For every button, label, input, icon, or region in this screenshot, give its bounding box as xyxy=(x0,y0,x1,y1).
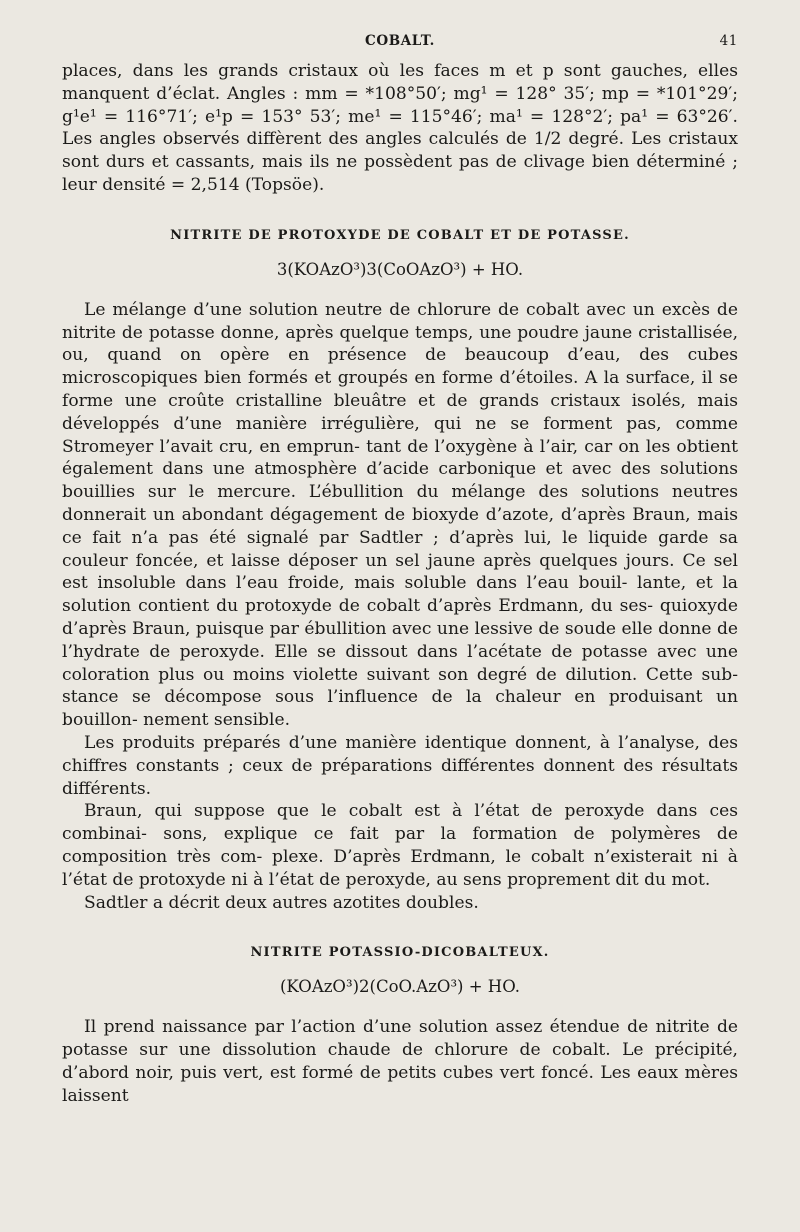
formula-nitrite-potassio: (KOAzO³)2(CoO.AzO³) + HO. xyxy=(279,977,521,997)
running-head xyxy=(60,33,740,53)
paragraph: Sadtler a décrit deux autres azotites doubles. xyxy=(84,892,479,913)
paragraph-continued: places, dans les grands cristaux où les faces m et p sont gauches, elles manquent d’éclat. Angles : mm = *108°50′; mg¹ = 128° 35′; mp = *101°29′; g¹e¹ = 116°71′; e¹p = 153° 53′; me¹ = 115°46′; ma¹ = 128°2′; pa¹ = 63°26′. Les angles observés diffèrent des angles calculés de 1/2 degré. Les cristaux sont durs et cassants, mais ils ne possèdent pas de clivage bien déterminé ; leur densité = 2,514 (Topsöe). xyxy=(62,61,738,195)
section-title-nitrite-protoxyde: NITRITE DE PROTOXYDE DE COBALT ET DE POTASSE. xyxy=(170,227,630,243)
section-title-nitrite-potassio: NITRITE POTASSIO-DICOBALTEUX. xyxy=(250,945,550,961)
page-header-title: COBALT. xyxy=(365,33,435,49)
paragraph: Braun, qui suppose que le cobalt est à l’état de peroxyde dans ces combinai- sons, explique ce fait par la formation de polymères de composition très com- plexe. D’après Erdmann, le cobalt n’existerait ni à l’état de protoxyde ni à l’état de peroxyde, au sens proprement dit du mot. xyxy=(62,801,738,890)
paragraph: Le mélange d’une solution neutre de chlorure de cobalt avec un excès de nitrite de potasse donne, après quelque temps, une poudre jaune cristallisée, ou, quand on opère en présence de beaucoup d’eau, des cubes microscopiques bien formés et groupés en forme d’étoiles. A la surface, il se forme une croûte cristalline bleuâtre et de grands cristaux isolés, mais développés d’une manière irrégulière, qui ne se forment pas, comme Stromeyer l’avait cru, en emprun- tant de l’oxygène à l’air, car on les obtient également dans une atmosphère d’acide carbonique et avec des solutions bouillies sur le mercure. L’ébullition du mélange des solutions neutres donnerait un abondant dégagement de bioxyde d’azote, d’après Braun, mais ce fait n’a pas été signalé par Sadtler ; d’après lui, le liquide garde sa couleur foncée, et laisse déposer un sel jaune après quelques jours. Ce sel est insoluble dans l’eau froide, mais soluble dans l’eau bouil- lante, et la solution contient du protoxyde de cobalt d’après Erdmann, du ses- quioxyde d’après Braun, puisque par ébullition avec une lessive de soude elle donne de l’hydrate de peroxyde. Elle se dissout dans l’acétate de potasse avec une coloration plus ou moins violette suivant son degré de dilution. Cette sub- stance se décompose sous l’influence de la chaleur en produisant un bouillon- nement sensible. xyxy=(62,299,738,731)
page-number: 41 xyxy=(719,33,738,49)
paragraph: Il prend naissance par l’action d’une solution assez étendue de nitrite de potasse sur une dissolution chaude de chlorure de cobalt. Le précipité, d’abord noir, puis vert, est formé de petits cubes vert foncé. Les eaux mères laissent xyxy=(62,1017,738,1106)
formula-nitrite-protoxyde: 3(KOAzO³)3(CoOAzO³) + HO. xyxy=(276,259,524,279)
paragraph: Les produits préparés d’une manière identique donnent, à l’analyse, des chiffres constants ; ceux de préparations différentes donnent des résultats différents. xyxy=(62,732,738,799)
body-text xyxy=(62,60,738,1107)
